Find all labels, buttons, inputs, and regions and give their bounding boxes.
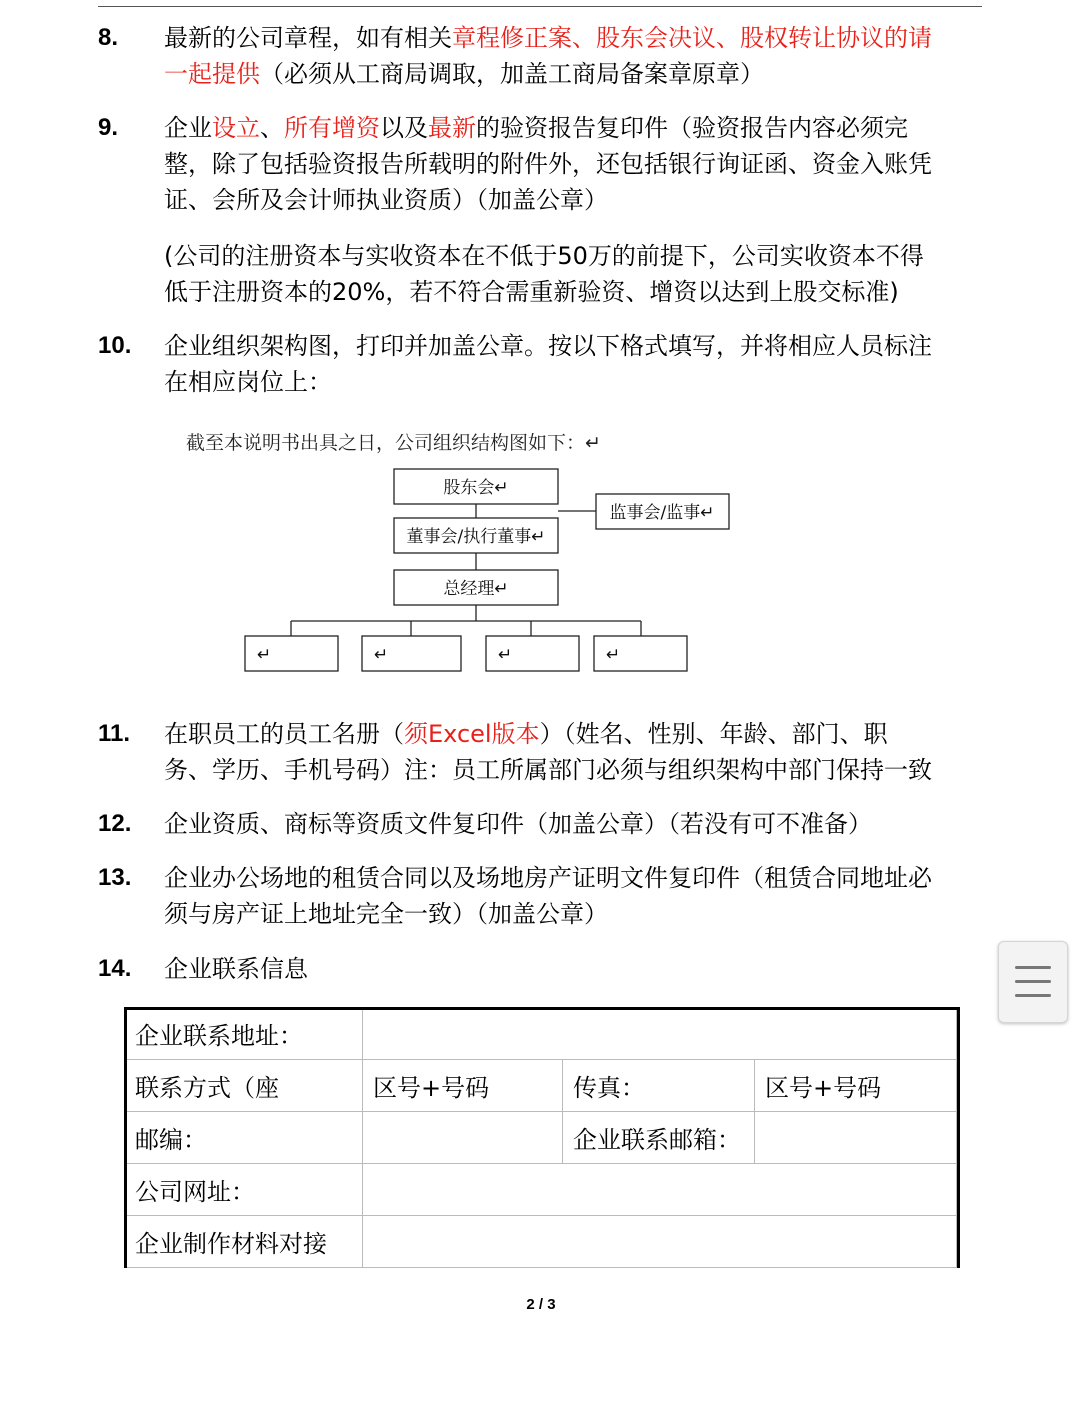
org-label-dept-3: ↵	[498, 645, 513, 665]
text-segment: 以及	[380, 114, 428, 142]
text-segment: 企业联系信息	[164, 955, 308, 983]
contact-table	[124, 1007, 956, 1268]
table-row	[125, 1008, 957, 1060]
highlight-text: 设立	[212, 114, 260, 142]
highlight-text: 须Excel版本	[404, 720, 540, 748]
website-label: 公司网址：	[125, 1164, 363, 1216]
text-segment: 务、学历、手机号码）注：员工所属部门必须与组织架构中部门保持一致	[164, 756, 932, 784]
text-segment: 整，除了包括验资报告所载明的附件外，还包括银行询证函、资金入账凭	[164, 150, 932, 178]
org-chart-caption: 截至本说明书出具之日，公司组织结构图如下：↵	[186, 432, 601, 454]
text-segment: 最新的公司章程，如有相关	[164, 24, 452, 52]
text-segment: 、	[260, 114, 284, 142]
table-row	[125, 1216, 957, 1268]
text-segment: 证、会所及会计师执业资质）（加盖公章）	[164, 186, 608, 214]
item-text	[164, 860, 984, 932]
org-label-dept-4: ↵	[606, 645, 621, 665]
org-label-dept-1: ↵	[257, 645, 272, 665]
text-segment: 企业组织架构图，打印并加盖公章。按以下格式填写，并将相应人员标注	[164, 332, 932, 360]
page-indicator: 2 / 3	[526, 1296, 556, 1313]
text-segment: 企业	[164, 114, 212, 142]
item-text-line	[164, 860, 984, 896]
text-segment: 的验资报告复印件（验资报告内容必须完	[476, 114, 908, 142]
address-value-cell[interactable]	[363, 1008, 957, 1060]
item-text	[164, 716, 984, 788]
item-text-line	[164, 716, 984, 752]
table-row	[125, 1112, 957, 1164]
website-value-cell[interactable]	[363, 1164, 957, 1216]
org-label-dept-2: ↵	[374, 645, 389, 665]
highlight-text: 一起提供	[164, 60, 260, 88]
fax-value[interactable]: 区号+号码	[755, 1060, 957, 1112]
menu-button[interactable]	[998, 941, 1068, 1023]
org-label-board: 董事会/执行董事↵	[406, 527, 546, 547]
postcode-value-cell[interactable]	[363, 1112, 563, 1164]
email-label: 企业联系邮箱：	[563, 1112, 755, 1164]
org-label-gm: 总经理↵	[443, 579, 509, 599]
text-segment: （必须从工商局调取，加盖工商局备案章原章）	[260, 60, 764, 88]
capital-note-line-1: (公司的注册资本与实收资本在不低于50万的前提下，公司实收资本不得	[164, 242, 924, 270]
item-number: 9.	[98, 114, 119, 141]
text-segment: 须与房产证上地址完全一致）（加盖公章）	[164, 900, 608, 928]
liaison-value-cell[interactable]	[363, 1216, 957, 1268]
text-segment: 企业资质、商标等资质文件复印件（加盖公章）（若没有可不准备）	[164, 810, 872, 838]
fax-label: 传真：	[563, 1060, 755, 1112]
item-text-line	[164, 752, 984, 788]
item-text-line	[164, 806, 984, 842]
org-label-shareholders: 股东会↵	[443, 478, 509, 498]
item-number: 10.	[98, 332, 132, 359]
highlight-text: 最新	[428, 114, 476, 142]
highlight-text: 所有增资	[284, 114, 380, 142]
text-segment: 企业办公场地的租赁合同以及场地房产证明文件复印件（租赁合同地址必	[164, 864, 932, 892]
capital-note-line-2: 低于注册资本的20%，若不符合需重新验资、增资以达到上股交标准)	[164, 278, 899, 306]
item-number: 12.	[98, 810, 132, 837]
liaison-label: 企业制作材料对接	[125, 1216, 363, 1268]
item-text-line	[164, 896, 984, 932]
item-number: 11.	[98, 720, 131, 747]
item-number: 13.	[98, 864, 132, 891]
text-segment: 在相应岗位上：	[164, 368, 332, 396]
text-segment: 在职员工的员工名册（	[164, 720, 404, 748]
table-row	[125, 1164, 957, 1216]
item-text	[164, 951, 984, 987]
postcode-label: 邮编：	[125, 1112, 363, 1164]
phone-value[interactable]: 区号+号码	[363, 1060, 563, 1112]
org-chart	[0, 0, 1082, 700]
email-value-cell[interactable]	[755, 1112, 957, 1164]
item-text	[164, 806, 984, 842]
address-label: 企业联系地址：	[125, 1008, 363, 1060]
item-text-line	[164, 951, 984, 987]
item-number: 14.	[98, 955, 132, 982]
table-row	[125, 1060, 957, 1112]
highlight-text: 章程修正案、股东会决议、股权转让协议的请	[452, 24, 932, 52]
phone-label: 联系方式（座	[125, 1060, 363, 1112]
org-label-supervisors: 监事会/监事↵	[609, 503, 715, 523]
item-number: 8.	[98, 24, 119, 51]
text-segment: ）（姓名、性别、年龄、部门、职	[539, 720, 888, 748]
